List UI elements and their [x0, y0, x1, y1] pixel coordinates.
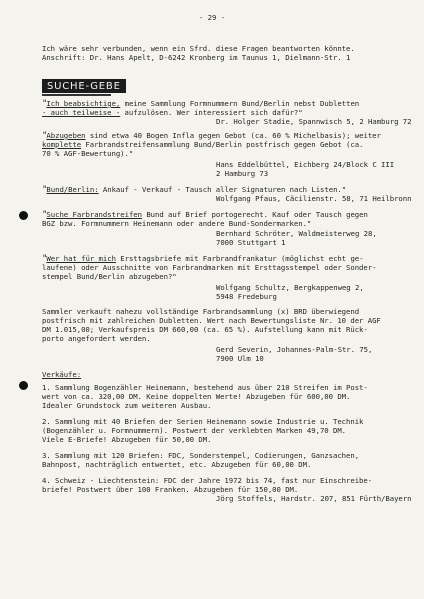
open-quote: "	[42, 210, 47, 220]
section-title: SUCHE-GEBE	[42, 79, 126, 93]
ad-2-text-2: Farbrandstreifensammlung Bund/Berlin postfrisch gegen Gebot (ca.	[81, 140, 364, 149]
ad-2-lead-2: komplette	[42, 140, 82, 149]
ad-2-text-1: sind etwa 40 Bogen Infla gegen Gebot (ca. 60 % Michelbasis); weiter	[85, 131, 381, 140]
ad-1-address: Dr. Holger Stadie, Spannwisch 5, 2 Hamburg 72	[216, 117, 412, 126]
ad-4-address-2: 7000 Stuttgart 1	[216, 238, 286, 247]
ad-5-address-1: Wolfgang Schultz, Bergkappenweg 2,	[216, 283, 364, 292]
ad-5-line-2: laufene) oder Ausschnitte von Farbrandmarken mit Ersttagsstempel oder Sonder-	[42, 263, 377, 272]
sale-2-line-3: Viele E-Briefe! Abzugeben für 50,00 DM.	[42, 435, 212, 444]
open-quote: "	[42, 131, 47, 141]
ad-6-line-4: porto angefordert werden.	[42, 334, 151, 343]
ad-2-address-1: Hans Eddelbüttel, Eichberg 24/Block C III	[216, 160, 395, 169]
open-quote: "	[42, 185, 47, 195]
open-quote: "	[42, 254, 47, 264]
ad-4-lead: Suche Farbrandstreifen	[46, 210, 142, 219]
sale-3-line-2: Bahnpost, nachträglich entwertet, etc. Abzugeben für 60,00 DM.	[42, 460, 312, 469]
ad-6-address-2: 7900 Ulm 10	[216, 354, 264, 363]
sale-4-line-2: briefe! Postwert über 100 Franken. Abzugeben für 150,00 DM.	[42, 485, 299, 494]
ad-5-text-1: Ersttagsbriefe mit Farbrandfrankatur (möglichst echt ge-	[115, 254, 364, 263]
ad-2-line-2	[42, 140, 363, 149]
intro-line-1: Ich wäre sehr verbunden, wenn ein Sfrd. diese Fragen beantworten könnte.	[42, 44, 355, 53]
ad-5-address-2: 5948 Fredeburg	[216, 292, 277, 301]
sales-address: Jörg Stoffels, Hardstr. 207, 851 Fürth/Bayern	[216, 494, 412, 503]
sale-4-line-1: 4. Schweiz - Liechtenstein: FDC der Jahre 1972 bis 74, fast nur Einschreibe-	[42, 476, 373, 485]
ad-3-lead: Bund/Berlin:	[46, 185, 99, 194]
ad-4-line-2: BGZ bzw. Formnummern Heinemann oder andere Bund-Sondermarken."	[42, 219, 312, 228]
ad-2-address-2: 2 Hamburg 73	[216, 169, 269, 178]
ad-3-address: Wolfgang Pfaus, Cäcilienstr. 58, 71 Heilbronn	[216, 194, 412, 203]
ad-6-line-2: postfrisch mit zahlreichen Dubletten. Wert nach Bewertungsliste Nr. 10 der AGF	[42, 316, 381, 325]
ad-1-lead: Ich beabsichtige,	[46, 99, 121, 108]
hole-punch-2	[19, 381, 28, 390]
ad-2-lead: Abzugeben	[46, 131, 86, 140]
ad-2-line-3: 70 % AGF-Bewertung)."	[42, 149, 134, 158]
section-rule	[42, 94, 111, 96]
hole-punch-1	[19, 211, 28, 220]
ad-1-lead-2: - auch teilweise -	[42, 108, 121, 117]
sale-1-line-1: 1. Sammlung Bogenzähler Heinemann, bestehend aus über 210 Streifen im Post-	[42, 383, 368, 392]
sales-heading: Verkäufe:	[42, 370, 82, 379]
sale-1-line-2: wert von ca. 320,00 DM. Keine doppelten Werte! Abzugeben für 600,00 DM.	[42, 392, 351, 401]
sale-2-line-2: (Bogenzähler u. Formnummern). Postwert der verklebten Marken 49,70 DM.	[42, 426, 347, 435]
ad-1-text-2: aufzulösen. Wer interessiert sich dafür?"	[120, 108, 303, 117]
sale-3-line-1: 3. Sammlung mit 120 Briefen: FDC, Sonderstempel, Codierungen, Ganzsachen,	[42, 451, 360, 460]
ad-6-address-1: Gerd Severin, Johannes-Palm-Str. 75,	[216, 345, 373, 354]
ad-3-text-1: Ankauf - Verkauf - Tausch aller Signaturen nach Listen."	[98, 185, 347, 194]
ad-1-text-1: meine Sammlung Formnummern Bund/Berlin nebst Dubletten	[120, 99, 360, 108]
ad-6-line-1: Sammler verkauft nahezu vollständige Farbrandsammlung (x) BRD überwiegend	[42, 307, 360, 316]
open-quote: "	[42, 99, 47, 109]
ad-5-lead: Wer hat für mich	[46, 254, 116, 263]
sale-2-line-1: 2. Sammlung mit 40 Briefen der Serien Heinemann sowie Industrie u. Technik	[42, 417, 364, 426]
ad-4-text-1: Bund auf Brief portogerecht. Kauf oder Tausch gegen	[141, 210, 368, 219]
ad-1-line-2	[42, 108, 303, 117]
intro-line-2: Anschrift: Dr. Hans Apelt, D-6242 Kronberg im Taunus 1, Dielmann-Str. 1	[42, 53, 351, 62]
ad-5-line-3: stempel Bund/Berlin abzugeben?"	[42, 272, 177, 281]
sale-1-line-3: Idealer Grundstock zum weiteren Ausbau.	[42, 401, 212, 410]
ad-6-line-3: DM 1.015,00; Verkaufspreis DM 660,00 (ca. 65 %). Aufstellung kann mit Rück-	[42, 325, 368, 334]
ad-4-address-1: Bernhard Schröter, Waldmeisterweg 28,	[216, 229, 377, 238]
page-number: - 29 -	[198, 13, 226, 22]
